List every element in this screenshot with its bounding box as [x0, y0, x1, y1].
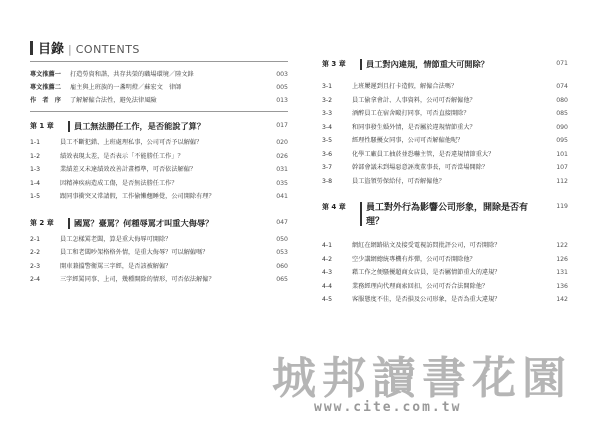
- toc-item[interactable]: [322, 282, 568, 293]
- item-page: 122: [556, 242, 568, 249]
- chapter-page: 119: [556, 203, 568, 210]
- chapter-number: 第 3 章: [322, 60, 346, 68]
- item-number: 1-1: [30, 139, 41, 146]
- item-page: 107: [556, 164, 568, 171]
- watermark-url: www.cite.com.tw: [314, 400, 462, 415]
- item-title: 員工不斷犯錯、上班處理私事，公司可否予以解僱？: [60, 139, 203, 146]
- item-title: 經理性騷擾女同事，公司可否解僱他呢？: [352, 137, 464, 144]
- chapter-number: 第 4 章: [322, 203, 346, 211]
- toc-item[interactable]: [322, 268, 568, 279]
- item-number: 3-1: [322, 83, 333, 90]
- chapter-heading[interactable]: [322, 201, 568, 229]
- preface-page: 003: [276, 71, 288, 78]
- watermark: [272, 342, 572, 422]
- preface-page: 013: [276, 97, 288, 104]
- chapter-number: 第 2 章: [30, 218, 54, 227]
- toc-item[interactable]: [322, 295, 568, 306]
- item-number: 2-1: [30, 235, 41, 243]
- toc-item[interactable]: [322, 109, 568, 120]
- preface-label: 專文推薦二: [30, 84, 61, 91]
- item-page: 136: [556, 282, 568, 290]
- left-column: [30, 38, 288, 289]
- item-number: 4-1: [322, 242, 333, 249]
- item-page: 020: [276, 139, 288, 146]
- toc-item[interactable]: [30, 275, 288, 286]
- chapter-bar: [68, 218, 70, 229]
- header-bar: [30, 41, 33, 55]
- item-title: 上班屢遲到且打卡造假，解僱合法嗎？: [352, 83, 458, 90]
- item-page: 053: [276, 249, 288, 256]
- item-number: 1-4: [30, 179, 41, 187]
- toc-item[interactable]: [322, 150, 568, 161]
- chapter-heading[interactable]: [30, 217, 288, 229]
- item-title: 員工盜領勞保給付，可否解僱他？: [352, 177, 445, 185]
- item-number: 1-3: [30, 166, 41, 173]
- item-number: 1-2: [30, 152, 41, 160]
- item-title: 和同事發生婚外情，是否屬於違規情節重大？: [352, 123, 476, 131]
- toc-header: [30, 38, 288, 57]
- item-page: 050: [276, 235, 288, 243]
- item-page: 041: [276, 193, 288, 200]
- item-number: 3-4: [322, 123, 333, 131]
- item-number: 2-2: [30, 249, 41, 256]
- chapter-bar: [360, 202, 362, 226]
- chapter-page: 017: [276, 122, 288, 129]
- preface-page: 005: [276, 84, 288, 91]
- item-title: 藉工作之便騷擾超商女店員，是否屬情節重大的違規？: [352, 269, 501, 276]
- preface-title: 了解解僱合法性，避免法律風險: [70, 97, 157, 104]
- item-number: 3-7: [322, 164, 333, 171]
- chapter-heading[interactable]: [322, 58, 568, 70]
- item-page: 101: [556, 150, 568, 158]
- toc-title-en: CONTENTS: [75, 43, 140, 56]
- item-page: 026: [276, 152, 288, 160]
- toc-title-zh: 目錄: [38, 42, 65, 57]
- toc-item[interactable]: [30, 165, 288, 176]
- item-title: 員工偷拿會計、人事資料，公司可否解僱他？: [352, 96, 476, 104]
- item-page: 074: [556, 83, 568, 90]
- item-number: 3-8: [322, 177, 333, 185]
- toc-item[interactable]: [322, 177, 568, 188]
- item-title: 跟同事衝突又常請假，工作偷懶翹睡覺，公司開除有理？: [60, 193, 215, 200]
- preface-row[interactable]: [30, 94, 288, 107]
- toc-item[interactable]: [30, 248, 288, 259]
- item-page: 142: [556, 296, 568, 303]
- chapter-bar: [360, 59, 362, 70]
- preface-row[interactable]: [30, 81, 288, 94]
- item-title: 化學工廠員工抽菸並恐嚇主管，是否違規情節重大？: [352, 150, 495, 158]
- item-number: 2-4: [30, 276, 41, 283]
- item-page: 126: [556, 255, 568, 263]
- item-title: 空少講網總統專機有炸彈，公司可否開除他？: [352, 255, 476, 263]
- preface-row[interactable]: [30, 68, 288, 81]
- toc-item[interactable]: [30, 235, 288, 246]
- chapter-title: 員工對內違規，情節重大可開除？: [366, 59, 489, 69]
- toc-item[interactable]: [30, 138, 288, 149]
- toc-item[interactable]: [322, 255, 568, 266]
- toc-item[interactable]: [30, 192, 288, 203]
- preface-title: 打造勞資和諧，共存共榮的職場環境／陸文鋒: [70, 71, 194, 78]
- item-page: 131: [556, 269, 568, 276]
- toc-item[interactable]: [322, 163, 568, 174]
- toc-item[interactable]: [322, 82, 568, 93]
- chapter-page: 071: [556, 60, 568, 67]
- item-title: 客服態度不佳，是否損及公司形象，是否為重大違規？: [352, 296, 501, 303]
- toc-item[interactable]: [322, 241, 568, 252]
- chapter-page: 047: [276, 218, 288, 226]
- item-title: 三字經罵同事、上司，幾種開除的情形，可否依法解僱？: [60, 276, 215, 283]
- toc-item[interactable]: [322, 96, 568, 107]
- toc-item[interactable]: [322, 123, 568, 134]
- item-page: 095: [556, 137, 568, 144]
- item-page: 080: [556, 96, 568, 104]
- preface-rule: [30, 111, 288, 112]
- item-title: 員工和老闆吵架格格外情，是重大侮辱？可以解僱嗎？: [60, 249, 209, 256]
- preface-title: 雇主與上班族的一盞明燈／蘇宏文 律師: [70, 84, 182, 91]
- chapter-number: 第 1 章: [30, 122, 54, 130]
- item-page: 090: [556, 123, 568, 131]
- item-number: 1-5: [30, 193, 41, 200]
- toc-item[interactable]: [30, 152, 288, 163]
- toc-item[interactable]: [322, 136, 568, 147]
- item-number: 3-2: [322, 96, 333, 104]
- item-title: 業務經理向代理商索回扣，公司可否合法開除他？: [352, 282, 489, 290]
- chapter-title: 國罵？臺罵？何種辱罵才叫重大侮辱？: [74, 217, 214, 228]
- chapter-heading[interactable]: [30, 120, 288, 132]
- item-title: 開車兼擋警衛罵三字經，是否該被解僱？: [60, 262, 172, 270]
- item-title: 因精神疾病造成工傷，是否無法勝任工作？: [60, 179, 178, 187]
- right-column: [322, 58, 568, 309]
- chapter-title: 員工無法勝任工作，是否能說了算？: [74, 121, 206, 131]
- item-title: 網紅在網路貼文及接受電視訪問批評公司，可否開除？: [352, 242, 501, 249]
- item-page: 035: [276, 179, 288, 187]
- item-number: 4-3: [322, 269, 333, 276]
- item-page: 060: [276, 262, 288, 270]
- item-number: 3-3: [322, 110, 333, 117]
- item-number: 4-2: [322, 255, 333, 263]
- item-title: 酒醉員工在宿舍毆打同事，可否直接開除？: [352, 110, 470, 117]
- watermark-text: 城邦讀書花園: [272, 353, 572, 404]
- item-page: 112: [556, 177, 568, 185]
- chapter-bar: [68, 121, 70, 132]
- header-rule: [30, 61, 288, 62]
- item-page: 031: [276, 166, 288, 173]
- item-number: 3-5: [322, 137, 333, 144]
- preface-list: [30, 68, 288, 107]
- item-number: 4-5: [322, 296, 333, 303]
- item-title: 業績差又未達績效改善計畫標準，可否依法解僱？: [60, 166, 197, 173]
- item-page: 085: [556, 110, 568, 117]
- toc-separator: |: [68, 43, 72, 56]
- preface-label: 作 者 序: [30, 97, 61, 104]
- item-title: 幹部會議未到場惡意誣蔑董事長，可否當場開除？: [352, 164, 489, 171]
- toc-item[interactable]: [30, 262, 288, 273]
- item-number: 3-6: [322, 150, 333, 158]
- toc-item[interactable]: [30, 179, 288, 190]
- item-number: 2-3: [30, 262, 41, 270]
- item-title: 員工怎樣罵老闆，算是重大侮辱可開除？: [60, 235, 172, 243]
- preface-label: 專文推薦一: [30, 71, 61, 78]
- chapter-title: 員工對外行為影響公司形象，開除是否有理？: [366, 203, 529, 227]
- item-number: 4-4: [322, 282, 333, 290]
- item-page: 065: [276, 276, 288, 283]
- item-title: 績效表現太差，是否表示「不能勝任工作」？: [60, 152, 184, 160]
